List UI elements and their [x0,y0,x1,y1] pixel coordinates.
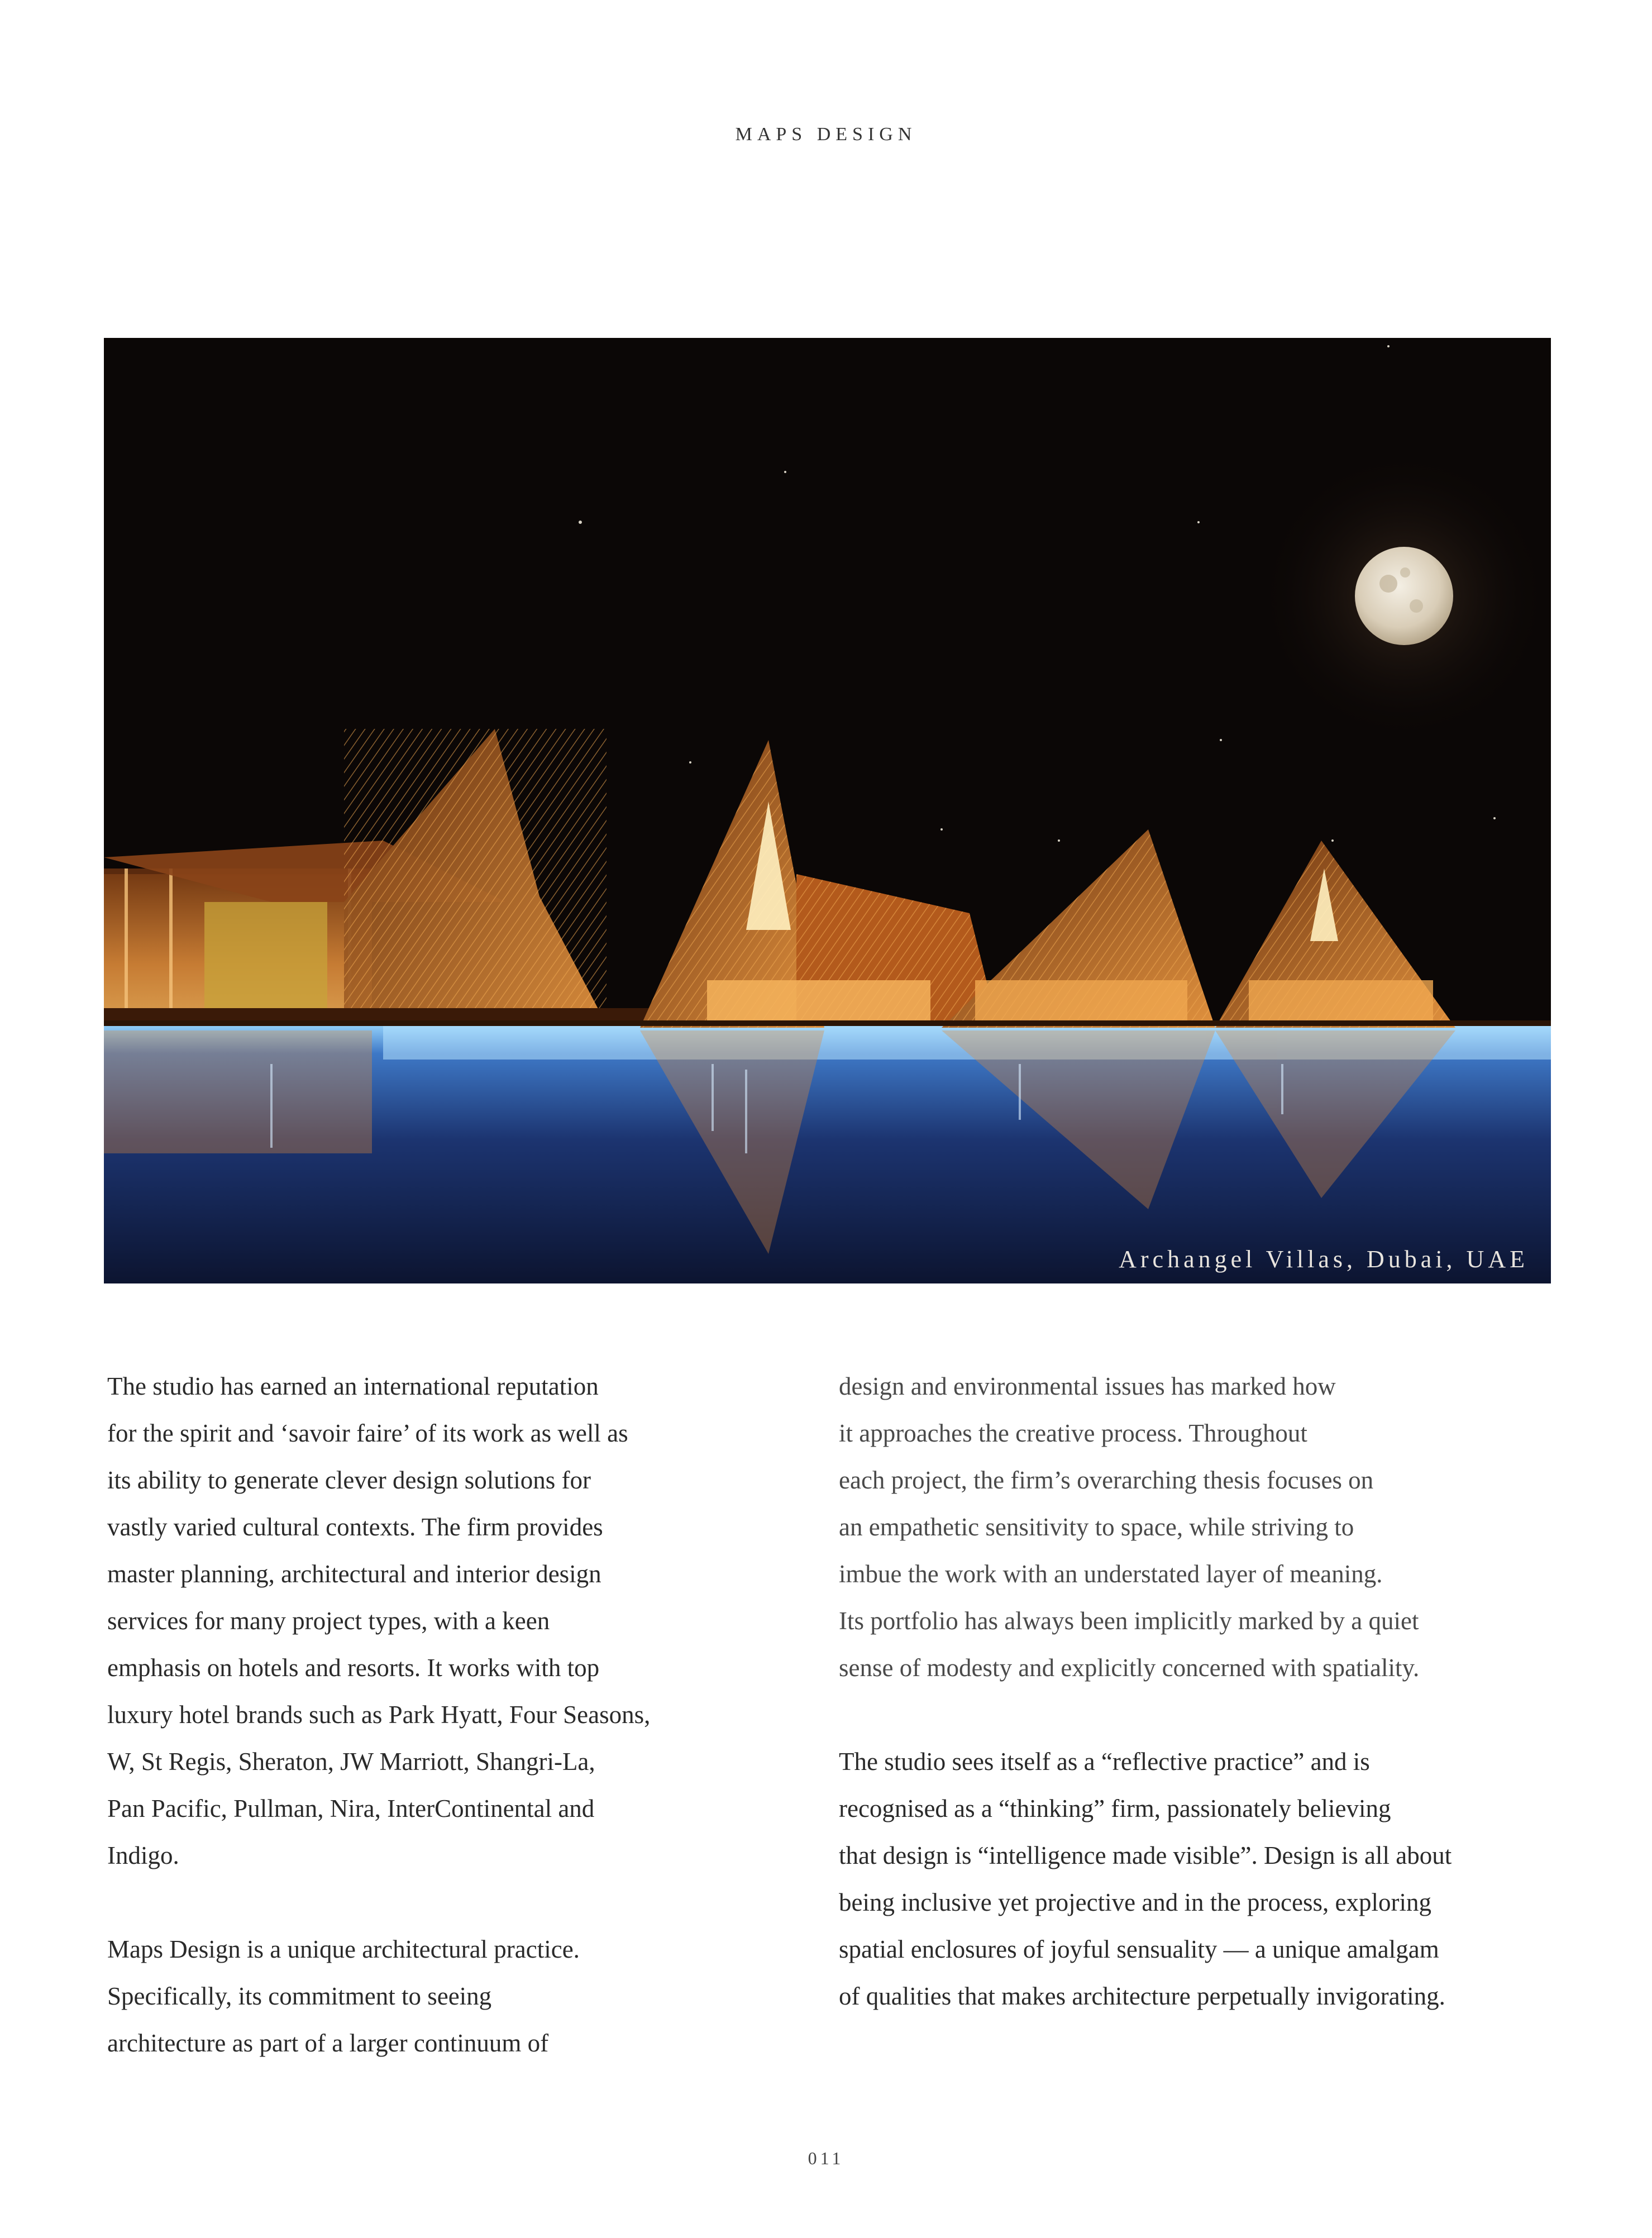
photo-caption: Archangel Villas, Dubai, UAE [1119,1246,1529,1273]
body-line: that design is “intelligence made visible”. Design is all about [839,1841,1452,1869]
body-line: spatial enclosures of joyful sensuality — a unique amalgam [839,1935,1439,1963]
body-line: being inclusive yet projective and in the process, exploring [839,1888,1431,1916]
body-line: master planning, architectural and interior design [107,1560,601,1588]
body-line: it approaches the creative process. Throughout [839,1419,1307,1447]
body-line: for the spirit and ‘savoir faire’ of its work as well as [107,1419,628,1447]
body-line: The studio sees itself as a “reflective practice” and is [839,1748,1370,1776]
body-line: Indigo. [107,1841,179,1869]
body-line: Specifically, its commitment to seeing [107,1982,492,2010]
hero-photo [104,338,1551,1283]
body-line: recognised as a “thinking” firm, passionately believing [839,1795,1391,1822]
body-line: luxury hotel brands such as Park Hyatt, Four Seasons, [107,1701,651,1729]
paragraph-gap [839,1691,1565,1738]
body-line: emphasis on hotels and resorts. It works with top [107,1654,600,1682]
page-number: 011 [808,2148,844,2168]
body-line: Pan Pacific, Pullman, Nira, InterContinental and [107,1795,595,1822]
body-line: design and environmental issues has marked how [839,1372,1336,1400]
body-line: services for many project types, with a keen [107,1607,550,1635]
body-line: an empathetic sensitivity to space, while striving to [839,1513,1354,1541]
body-line: sense of modesty and explicitly concerned with spatiality. [839,1654,1420,1682]
right-text-column [839,1363,1565,2020]
left-text-column [107,1363,749,2067]
body-line: architecture as part of a larger continuum of [107,2029,549,2057]
night-villas-illustration [104,338,1551,1283]
running-header: MAPS DESIGN [735,124,917,145]
body-line: vastly varied cultural contexts. The firm provides [107,1513,603,1541]
body-line: imbue the work with an understated layer of meaning. [839,1560,1383,1588]
body-line: of qualities that makes architecture perpetually invigorating. [839,1982,1445,2010]
paragraph-gap [107,1879,749,1926]
body-line: each project, the firm’s overarching thesis focuses on [839,1466,1374,1494]
body-line: The studio has earned an international reputation [107,1372,599,1400]
body-line: W, St Regis, Sheraton, JW Marriott, Shangri-La, [107,1748,595,1776]
body-line: Maps Design is a unique architectural practice. [107,1935,580,1963]
body-line: its ability to generate clever design solutions for [107,1466,591,1494]
moon-icon [1355,547,1453,645]
body-line: Its portfolio has always been implicitly marked by a quiet [839,1607,1419,1635]
